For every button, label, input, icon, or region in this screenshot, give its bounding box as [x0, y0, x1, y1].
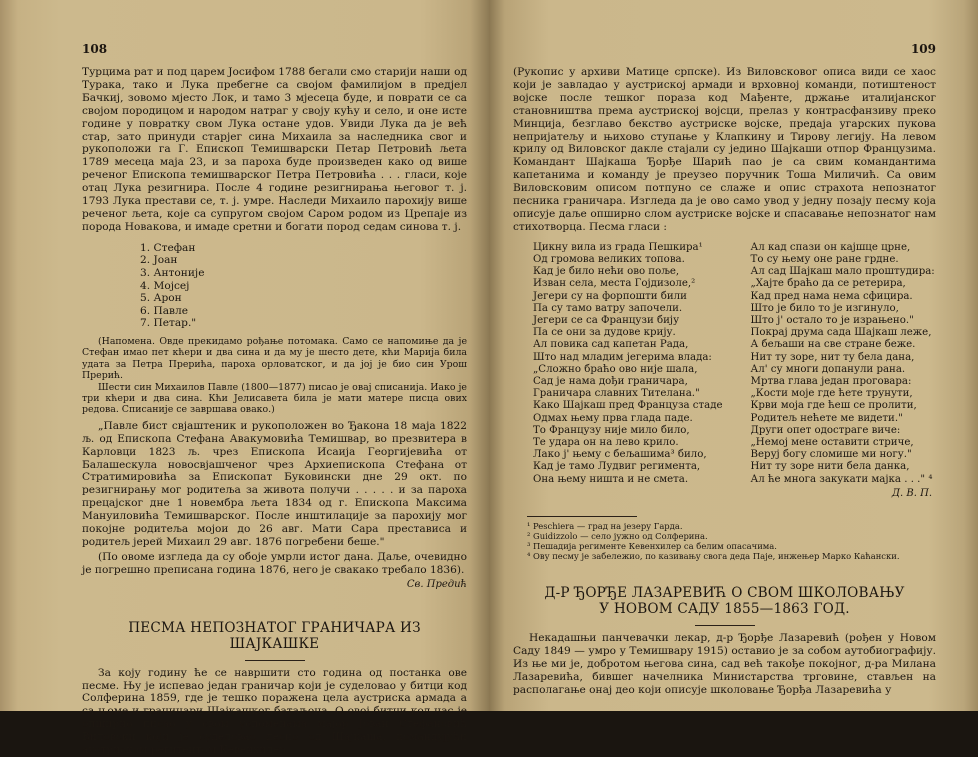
- list-item: 7. Петар.": [140, 317, 197, 330]
- poem-line: „Немој мене оставити стриче,: [750, 437, 914, 449]
- poem-line: Од громова великих топова.: [533, 253, 685, 265]
- poem-line: То су њему оне ране грдне.: [750, 253, 899, 265]
- signature: Д. В. П.: [891, 487, 932, 499]
- note-paragraph: Шести син Михаилов Павле (1800—1877) писао је овај списанија. Иако је три кћери и два сина. Кћи Јелисавета била је мати матере писца ових редова. Списаније се завршава овако.): [82, 381, 467, 416]
- poem-line: Она њему ништа и не смета.: [533, 473, 689, 485]
- section-heading-line-2: У НОВОМ САДУ 1855—1863 ГОД.: [599, 601, 850, 618]
- poem-line: Кад пред нама нема сфицира.: [750, 290, 913, 302]
- poem-line: Кад је тамо Лудвиг регимента,: [533, 461, 701, 473]
- section-heading: ПЕСМА НЕПОЗНАТОГ ГРАНИЧАРА ИЗ ШАЈКАШКЕ: [128, 619, 421, 652]
- poem-line: Мртва глава један проговара:: [750, 376, 912, 388]
- poem-line: Нит ту зоре нити бела данка,: [750, 461, 910, 473]
- right-page: [489, 0, 978, 711]
- poem-line: То Французу није мило било,: [533, 424, 690, 436]
- list-item: 1. Стефан: [140, 241, 196, 254]
- list-item: 6. Павле: [140, 304, 188, 317]
- note-paragraph: (Напомена. Овде прекидамо рођање потомака. Само се напомиње да је Стефан имао пет кћери и два сина и да му је шесто дете, кћи Марија била удата за Петра Прерића, пароха орловатског, и да јој је био син Урош Прерић.: [82, 335, 467, 382]
- poem-line: Кад је било нећи ово поље,: [533, 266, 680, 278]
- footnote: ⁴ Ову песму је забележио, по казивању свога деда Паје, инжењер Марко Каћански.: [527, 551, 900, 562]
- poem-line: Што над младим јегерима влада:: [533, 351, 712, 363]
- list-item: 3. Антоније: [140, 266, 205, 279]
- signature: Св. Предић: [406, 578, 467, 590]
- sons-list: [140, 242, 467, 330]
- section-heading: Д-Р ЂОРЂЕ ЛАЗАРЕВИЋ О СВОМ ШКОЛОВАЊУ: [544, 585, 905, 602]
- poem-line: Граничара славних Тителана.": [533, 388, 700, 400]
- paragraph: (По овоме изгледа да су обоје умрли истог дана. Даље, очевидно је погрешно преписана година 1876, него је свакако требало 1836).: [82, 550, 467, 576]
- poem-line: Како Шајкаш пред Француза стаде: [533, 400, 723, 412]
- footnote: ² Guidizzolo — село јужно од Солферина.: [527, 531, 708, 542]
- poem-line: Цикну вила из града Пешкира¹: [533, 241, 703, 253]
- poem-line: Па су тамо ватру започели.: [533, 302, 683, 314]
- footnote: ¹ Peschiera — град на језеру Гарда.: [527, 521, 683, 532]
- poem-line: „Хајте браћо да се ретерира,: [750, 278, 906, 290]
- poem-line: Крви моја где ћеш се пролити,: [750, 400, 917, 412]
- poem-line: Јегери се са Французи бију: [533, 315, 680, 326]
- poem-column-right: [723, 242, 936, 500]
- paragraph: Некадашњи панчевачки лекар, д-р Ђорђе Лазаревић (рођен у Новом Саду 1849 — умро у Темишвару 1915) оставио је за собом аутобиографију. Из ње ми је, добротом његова сина, сад већ такође покојног, д-ра Милана Лазаревића, бившег начелника Министарства трговине, стављен на располагање онај део који описује школовање Ђорђа Лазаревића у: [513, 632, 936, 696]
- poem-line: Ал' су многи допанули рана.: [750, 363, 906, 375]
- page-number-left: 108: [82, 42, 108, 56]
- list-item: 5. Арон: [140, 292, 182, 305]
- poem-line: Ал ће многа закукати мајка . . ." ⁴: [750, 473, 933, 485]
- poem-line: Покрај друма сада Шајкаш леже,: [750, 327, 932, 339]
- poem-line: Веруј богу сломише ми ногу.": [750, 449, 912, 461]
- paragraph: „Павле бист свјаштеник и рукоположен во Ђакона 18 маја 1822 љ. од Епископа Стефана Авакумовића Темишвар, во презвитера в Карловци 1823 љ. чрез Епископа Исаија Георгијевића от Балашескула новосвјашченог чрез Архиепископа Стефана от Стратимировића за Епископат Буковински дне 29 окт. по резигнирању мог родитеља за живота получи . . . . . и за пароха прецајског дне 1 новембра љета 1834 од г. Епископа Максима Мануиловића Темишварског. После инштилације за парохију мог покојне родитеља мојои до 26 авг. Мати Сара престависа и родитељ јерей Михаил 29 авг. 1876 погребени беше.": [82, 419, 467, 548]
- poem-line: Одмах њему прва глада паде.: [533, 412, 693, 424]
- paragraph: За коју годину ће се навршити сто година од постанка ове песме. Њу је испевао један граничар који је суделовао у битци код Солферина 1859, где је тешко поражена цела аустриска армада а са њоме и граничари Шајкашког батаљона. О овој битци код нас је опширно писао у свом успоменама мајор Јован Стефановић Виловски који је суделовао десно од Шајкаша, командујући аустриском регитентом Кевенхилер.: [82, 666, 467, 757]
- list-item: 2. Јоан: [140, 254, 178, 267]
- poem-line: Јегери су на форпошти били: [533, 290, 687, 302]
- poem-line: Лако ј' њему с бељашима³ било,: [533, 449, 707, 461]
- poem-line: Те удара он на лево крило.: [533, 437, 679, 449]
- footnote: ³ Пешадија регименте Кевенхилер са белим опасачима.: [527, 541, 777, 552]
- poem-line: Нит ту зоре, нит ту бела дана,: [750, 351, 915, 363]
- footnote-rule: [527, 516, 637, 517]
- poem-column-left: [513, 242, 723, 500]
- page-number-right: 109: [910, 42, 936, 56]
- poem-line: Сад је нама дођи граничара,: [533, 376, 688, 388]
- poem-line: Што је било то је изгинуло,: [750, 302, 899, 314]
- poem-line: Родитељ нећете ме видети.": [750, 412, 903, 424]
- poem-line: А бељаши на све стране беже.: [750, 339, 916, 351]
- heading-rule: [245, 660, 305, 661]
- poem-line: Што ј' остало то је израњено.": [750, 315, 914, 326]
- poem-line: Други опет одостраге виче:: [750, 424, 901, 436]
- poem-line: „Сложно браћо ово није шала,: [533, 363, 698, 375]
- poem-line: Ал сад Шајкаш мало проштудира:: [750, 266, 935, 278]
- poem-line: Ал повика сад капетан Рада,: [533, 339, 689, 351]
- poem: [513, 242, 936, 500]
- poem-line: „Кости моје где ћете трунути,: [750, 388, 913, 400]
- paragraph: (Рукопис у архиви Матице српске). Из Виловсковог описа види се хаос који је завладао у аустриској армади и врховној команди, потиштеност војске после тешког пораза код Мађенте, држање италијанског становништва према аустриској војсци, прелаз у контрасфанзиву преко Минција, безглаво бекство аустриске војске, предаја угарских пукова непријатељу и њихово ступање у Клапкину и Тирову легију. На левом крилу од Виловског дакле стајали су једино Шајкаши отпор Французима. Командант Шајкаша Ђорђе Шарић пао је са свим командантима капетанима и команду је преузео поручник Тоша Миличић. Са овим Виловсковим описом потпуно се слаже и опис страхота непознатог песника граничара. Изгледа да је ово само увод у једну позају песму која описује даље опширно слом аустриске војске и спасавање непознатог нам стихотворца. Песма гласи :: [513, 66, 936, 233]
- poem-line: Па се они за дудове крију.: [533, 327, 676, 339]
- paragraph: Турцима рат и под царем Јосифом 1788 бегали смо старији наши од Турака, тако и Лука пребегне са својом фамилијом в предјел Бачкиј, зовомо мјесто Лок, и тамо 3 мјесеца буде, и поврати се са својом породицом и народом натраг у своју кућу и село, и оне исте године у повратку свом Лука остане удов. Увиди Лука да је већ стар, зато принуди старјег сина Михаила за наследника свог и рукоположи га Г. Епископ Темишварски Петар Петровић љета 1789 месеца маја 23, и за пароха буде произведен како од више реченог Епископа темишварског Петра Петровића . . . гласи, које отац Лука резигнира. После 4 године резигнирања његовог т. ј. 1793 Лука престави се, т. ј. умре. Наследи Михаило парохију више реченог љета, које са супругом својом Саром родом из Црепаје из порода Новакова, и имаде сретни и богати пород седам синова т. ј.: [82, 66, 467, 233]
- poem-line: Изван села, места Гојдизоле,²: [533, 278, 696, 290]
- heading-rule: [695, 625, 755, 626]
- list-item: 4. Мојсеј: [140, 279, 190, 292]
- poem-line: Ал кад спази он кајшце црне,: [750, 241, 911, 253]
